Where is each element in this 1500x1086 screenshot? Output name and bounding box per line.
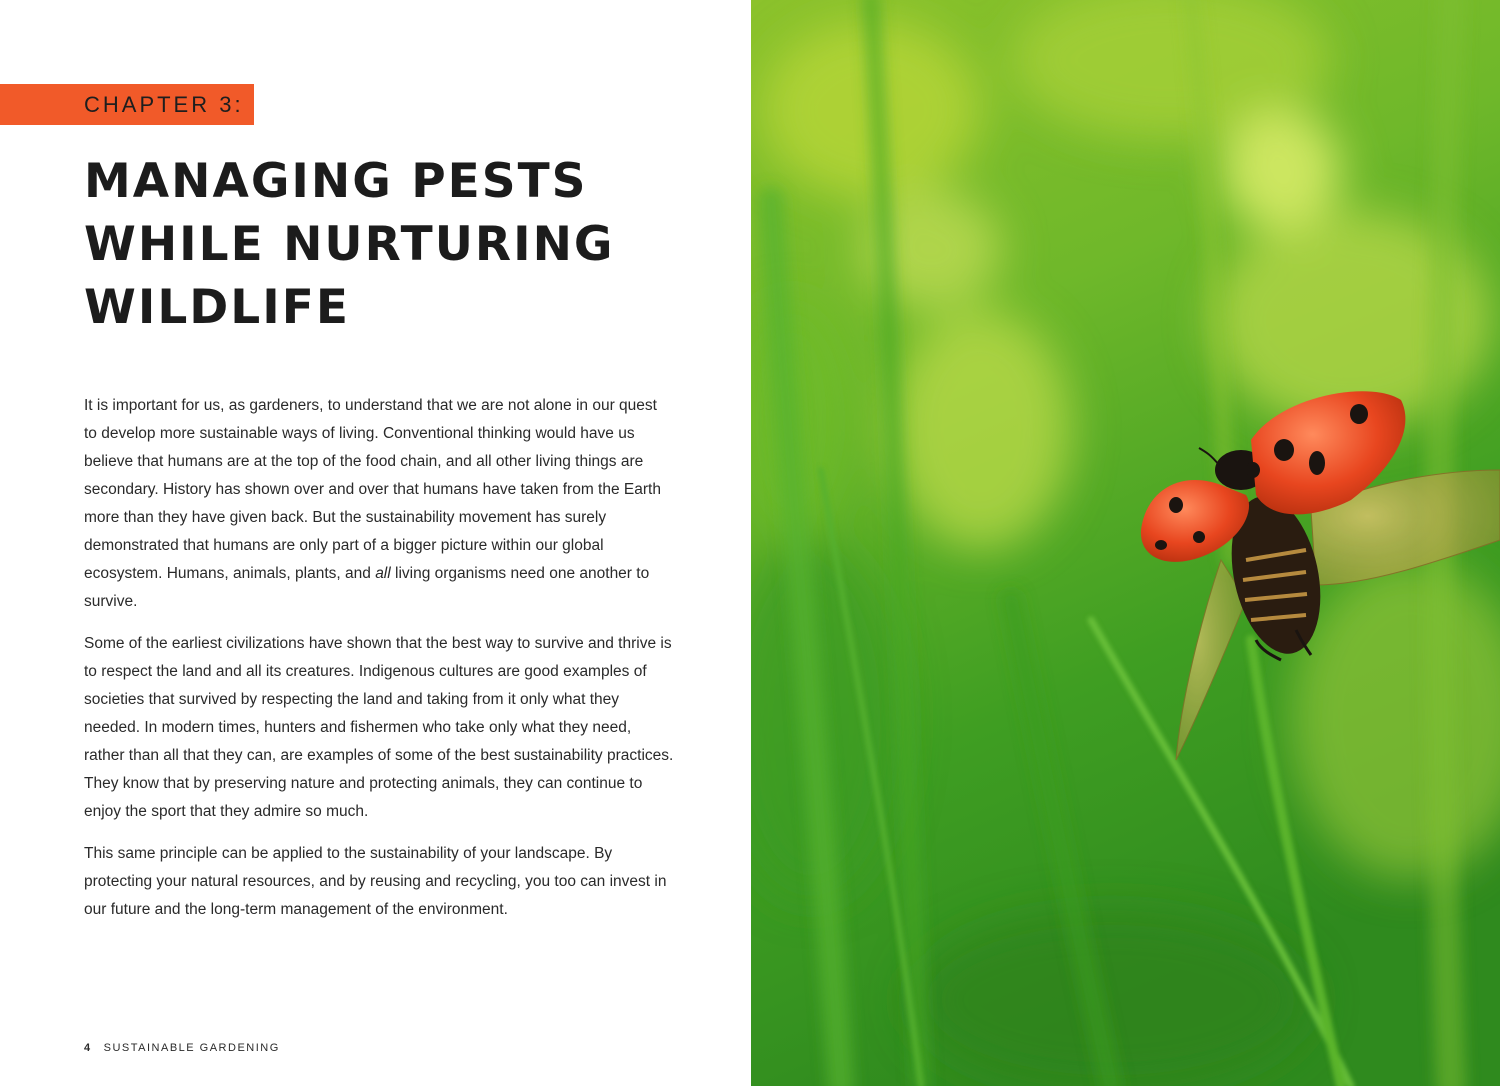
title-line-2: WHILE NURTURING bbox=[84, 217, 615, 272]
paragraph-1 bbox=[84, 392, 674, 616]
page-number: 4 bbox=[84, 1042, 92, 1054]
paragraph-1-start: It is important for us, as gardeners, to understand that we are not alone in our quest to develop more sustainable ways of living. Conventional thinking would have us believe that humans are at the top of the food chain, and all other living things are secondary. History has shown over and over that humans have taken from the Earth more than they have given back. But the sustainability movement has surely demonstrated that humans are only part of a bigger picture within our global ecosystem. Humans, animals, plants, and bbox=[84, 397, 661, 582]
paragraph-1-end: living organisms need one another to survive. bbox=[84, 565, 650, 610]
title-line-3: WILDLIFE bbox=[84, 280, 350, 335]
chapter-tag bbox=[0, 84, 254, 125]
paragraph-2: Some of the earliest civilizations have shown that the best way to survive and thrive is to respect the land and all its creatures. Indigenous cultures are good examples of societies that survived by respecting the land and taking from it only what they needed. In modern times, hunters and fishermen who take only what they need, rather than all that they can, are examples of some of the best sustainability practices. They know that by preserving nature and protecting animals, they can continue to enjoy the sport that they admire so much. bbox=[84, 635, 674, 820]
ladybug-photo bbox=[751, 0, 1500, 1086]
chapter-title bbox=[84, 150, 724, 339]
chapter-label: CHAPTER 3: bbox=[84, 92, 244, 117]
title-line-1: MANAGING PESTS bbox=[84, 154, 588, 209]
body-text bbox=[84, 392, 674, 938]
page-footer bbox=[84, 1042, 280, 1054]
running-title: SUSTAINABLE GARDENING bbox=[103, 1042, 280, 1054]
paragraph-3: This same principle can be applied to the sustainability of your landscape. By protecting your natural resources, and by reusing and recycling, you too can invest in our future and the long-term management of the environment. bbox=[84, 845, 667, 918]
paragraph-1-emphasis: all bbox=[375, 565, 391, 582]
